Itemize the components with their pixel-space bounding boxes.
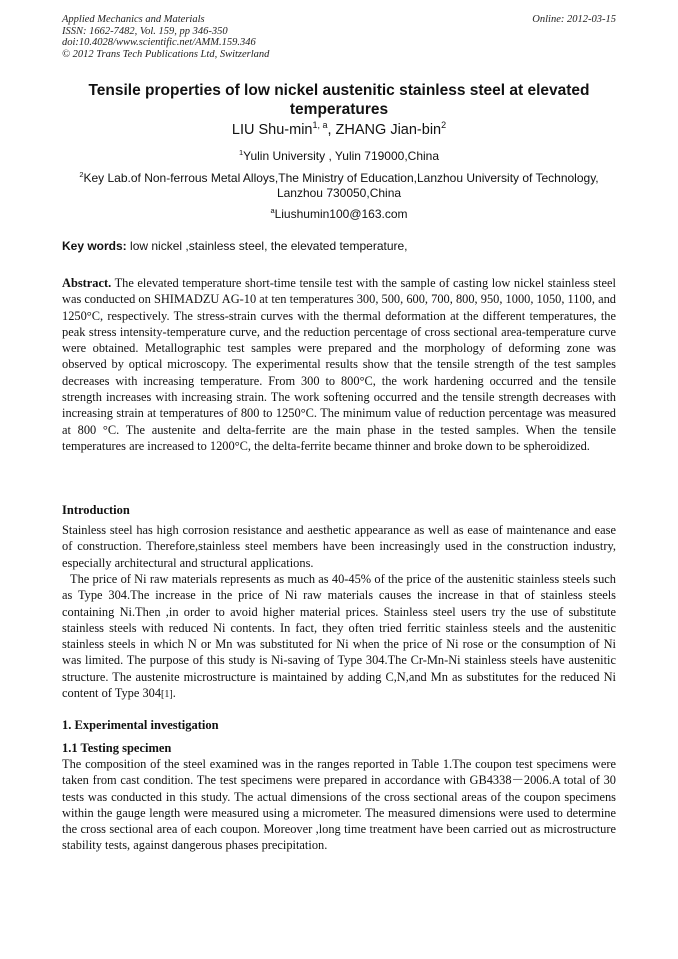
affiliation-2-mark: 2 xyxy=(79,170,84,179)
introduction-paragraph-2-text: The price of Ni raw materials represents as much as 40-45% of the price of the austenitic stainless steels such as Type 304.The increase in the price of Ni raw materials causes the increase in that of stainless steels containing Ni.Then ,in order to avoid higher material prices. Stainless steel users try the use of substitute stainless steels with reduced Ni contents. In fact, they often tried ferritic stainless steels and the austenitic stainless steels in which N or Mn was substituted for Ni when the price of Ni rose or the consumption of Ni was limited. The purpose of this study is Ni-saving of Type 304.The Cr-Mn-Ni stainless steels have austenitic structure. The austenite microstructure is maintained by adding C,N,and Mn as substitutes for the reduced Ni content of Type 304 xyxy=(62,572,616,701)
email-mark: a xyxy=(270,206,275,215)
affiliation-2-text: Key Lab.of Non-ferrous Metal Alloys,The Ministry of Education,Lanzhou University of Technology, Lanzhou 730050,China xyxy=(83,171,599,200)
journal-name: Applied Mechanics and Materials xyxy=(62,14,205,25)
keywords xyxy=(62,239,616,254)
author-1-affiliation-mark: 1, a xyxy=(312,120,328,131)
author-1: LIU Shu-min xyxy=(231,122,313,138)
abstract xyxy=(62,275,616,454)
issn-line: ISSN: 1662-7482, Vol. 159, pp 346-350 xyxy=(62,25,228,37)
introduction-paragraph-1: Stainless steel has high corrosion resistance and aesthetic appearance as well as ease of maintenance and ease of construction. Therefore,stainless steel members have been increasingly used in the construction industry, especially architectural and structural applications. xyxy=(62,523,616,570)
introduction-paragraph-2-end: . xyxy=(172,686,176,701)
online-date: Online: 2012-03-15 xyxy=(532,14,616,25)
keywords-label: Key words: xyxy=(62,239,127,253)
citation-1: [1] xyxy=(161,689,173,701)
affiliation-1 xyxy=(62,149,616,164)
section-1-1-paragraph: The composition of the steel examined was in the ranges reported in Table 1.The coupon test specimens were taken from cast condition. The test specimens were prepared in accordance with GB4338－2006.A total of 30 tests was conducted in this study. The actual dimensions of the cross sectional areas of the coupon specimens within the gauge length were measured using a micrometer. The measured dimensions were used to determine the cross sectional area of each coupon. Moreover ,long time treatment have been carried out as microstructure stability tests, against dangerous phases precipitation. xyxy=(62,757,616,853)
affiliation-1-mark: 1 xyxy=(238,148,244,157)
introduction-heading: Introduction xyxy=(62,503,130,517)
doi-line: doi:10.4028/www.scientific.net/AMM.159.346 xyxy=(62,37,256,48)
copyright-line: © 2012 Trans Tech Publications Ltd, Switzerland xyxy=(62,48,270,60)
author-line xyxy=(62,121,616,139)
abstract-label: Abstract. xyxy=(62,276,112,290)
journal-header xyxy=(62,14,616,60)
author-2: ZHANG Jian-bin xyxy=(335,122,442,138)
abstract-text: The elevated temperature short-time tensile test with the sample of casting low nickel stainless steel was conducted on SHIMADZU AG-10 at ten temperatures 300, 500, 600, 700, 800, 950, 1000, 1050, 1100, and 1250°C, respectively. The stress-strain curves with the thermal deformation at the different temperatures, the peak stress intensity-temperature curve, and the reduction percentage of cross sectional area-temperature curve were obtained. Metallographic test samples were prepared and the morphology of deforming zone was observed by optical microscopy. The experimental results show that the tensile strength of the test samples decreases with increasing temperature. From 300 to 800°C, the work hardening occurred and the tensile strength increases with increasing strain. The work softening occurred and the tensile strength decreases with increasing strain at temperatures of 800 to 1250°C. The minimum value of reduction percentage was measured at 800 °C. The austenite and delta-ferrite are the main phase in the tested samples. When the tensile temperatures are increased to 1200°C, the delta-ferrite became thinner and broke down to be spheroidized. xyxy=(62,276,616,453)
author-2-affiliation-mark: 2 xyxy=(441,120,447,131)
affiliation-2 xyxy=(62,171,616,201)
affiliation-1-text: Yulin University , Yulin 719000,China xyxy=(243,149,440,163)
keywords-text: low nickel ,stainless steel, the elevated temperature, xyxy=(126,239,408,253)
section-1-1-heading: 1.1 Testing specimen xyxy=(62,741,172,755)
paper-title: Tensile properties of low nickel austenitic stainless steel at elevated temperatures xyxy=(88,82,590,118)
section-1-heading: 1. Experimental investigation xyxy=(62,718,219,732)
author-email xyxy=(62,207,616,222)
email-text: Liushumin100@163.com xyxy=(274,207,408,221)
introduction-paragraph-2 xyxy=(62,571,616,703)
author-separator: , xyxy=(327,122,336,138)
